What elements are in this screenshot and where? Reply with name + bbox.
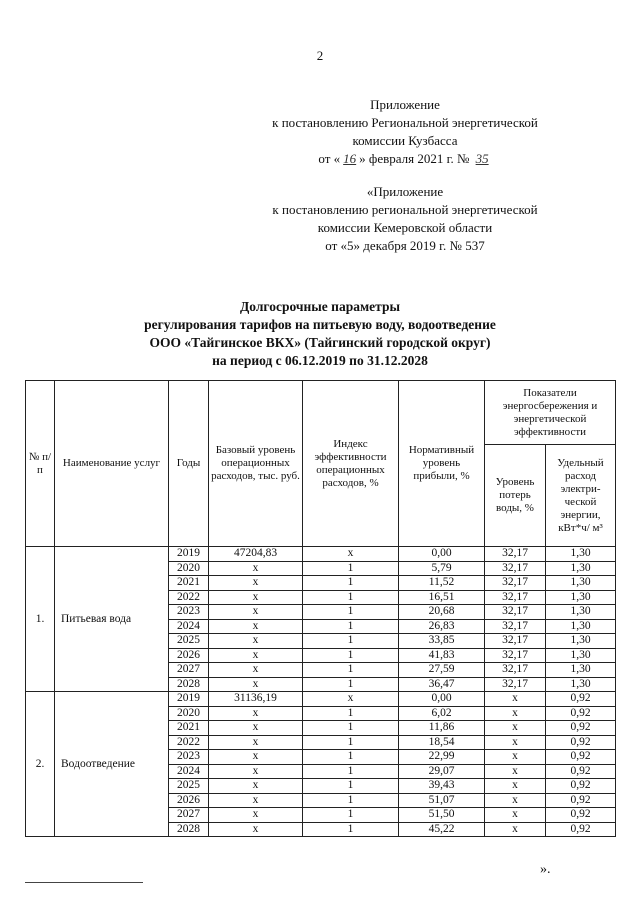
cell-base-level: x	[209, 634, 303, 649]
cell-base-level: x	[209, 764, 303, 779]
cell-water-loss: 32,17	[485, 605, 546, 620]
cell-energy-use: 1,30	[546, 663, 616, 678]
cell-efficiency-index: 1	[303, 590, 399, 605]
cell-year: 2025	[169, 634, 209, 649]
cell-energy-use: 1,30	[546, 605, 616, 620]
table-row	[26, 547, 616, 562]
cell-efficiency-index: 1	[303, 808, 399, 823]
cell-efficiency-index: x	[303, 547, 399, 562]
cell-base-level: x	[209, 721, 303, 736]
table-row	[26, 692, 616, 707]
cell-efficiency-index: 1	[303, 793, 399, 808]
cell-row-number: 1.	[26, 547, 55, 692]
cell-base-level: x	[209, 619, 303, 634]
handwritten-day: 16	[343, 151, 357, 166]
cell-profit-level: 29,07	[399, 764, 485, 779]
cell-energy-use: 1,30	[546, 547, 616, 562]
cell-energy-use: 0,92	[546, 692, 616, 707]
appendix-header-previous	[240, 183, 570, 255]
appendix-header-current	[240, 96, 570, 168]
table-body	[26, 547, 616, 837]
cell-water-loss: x	[485, 750, 546, 765]
header-service: Наименование услуг	[55, 381, 169, 547]
cell-energy-use: 1,30	[546, 634, 616, 649]
cell-water-loss: 32,17	[485, 561, 546, 576]
cell-energy-use: 0,92	[546, 808, 616, 823]
appendix-date-line	[240, 150, 570, 168]
cell-year: 2027	[169, 663, 209, 678]
cell-year: 2019	[169, 547, 209, 562]
header-base-level: Базовый уровень операционных расходов, тыс. руб.	[209, 381, 303, 547]
cell-energy-use: 0,92	[546, 822, 616, 837]
appendix-commission-line: комиссии Кузбасса	[352, 133, 458, 148]
cell-efficiency-index: 1	[303, 735, 399, 750]
appendix-label: «Приложение	[366, 184, 444, 199]
cell-profit-level: 51,50	[399, 808, 485, 823]
cell-base-level: x	[209, 590, 303, 605]
cell-base-level: x	[209, 576, 303, 591]
cell-energy-use: 1,30	[546, 648, 616, 663]
cell-efficiency-index: 1	[303, 706, 399, 721]
title-line: регулирования тарифов на питьевую воду, водоотведение	[144, 317, 496, 332]
cell-profit-level: 18,54	[399, 735, 485, 750]
cell-year: 2022	[169, 735, 209, 750]
cell-service-name: Водоотведение	[55, 692, 169, 837]
cell-water-loss: x	[485, 764, 546, 779]
appendix-resolution-line: к постановлению Региональной энергетической	[272, 115, 538, 130]
cell-year: 2024	[169, 764, 209, 779]
cell-energy-use: 0,92	[546, 735, 616, 750]
footer-divider	[25, 882, 143, 883]
cell-energy-use: 0,92	[546, 721, 616, 736]
cell-water-loss: x	[485, 793, 546, 808]
cell-energy-use: 0,92	[546, 706, 616, 721]
cell-year: 2026	[169, 793, 209, 808]
cell-profit-level: 33,85	[399, 634, 485, 649]
cell-energy-use: 1,30	[546, 677, 616, 692]
appendix-date-line: от «5» декабря 2019 г. № 537	[325, 238, 485, 253]
header-number: № п/п	[26, 381, 55, 547]
cell-profit-level: 39,43	[399, 779, 485, 794]
cell-energy-use: 1,30	[546, 590, 616, 605]
title-line: ООО «Тайгинское ВКХ» (Тайгинский городской округ)	[149, 335, 491, 350]
cell-profit-level: 20,68	[399, 605, 485, 620]
cell-profit-level: 45,22	[399, 822, 485, 837]
cell-efficiency-index: 1	[303, 764, 399, 779]
cell-efficiency-index: 1	[303, 605, 399, 620]
cell-base-level: x	[209, 779, 303, 794]
cell-year: 2028	[169, 677, 209, 692]
cell-year: 2026	[169, 648, 209, 663]
cell-profit-level: 36,47	[399, 677, 485, 692]
cell-profit-level: 11,52	[399, 576, 485, 591]
cell-year: 2025	[169, 779, 209, 794]
cell-water-loss: x	[485, 808, 546, 823]
cell-base-level: x	[209, 808, 303, 823]
date-prefix: от «	[318, 151, 341, 166]
header-energy-use: Удельный расход электри-ческой энергии, кВт*ч/ м³	[546, 445, 616, 547]
cell-base-level: 31136,19	[209, 692, 303, 707]
cell-profit-level: 0,00	[399, 547, 485, 562]
cell-efficiency-index: x	[303, 692, 399, 707]
cell-energy-use: 1,30	[546, 561, 616, 576]
cell-water-loss: x	[485, 692, 546, 707]
cell-efficiency-index: 1	[303, 648, 399, 663]
cell-water-loss: x	[485, 706, 546, 721]
cell-water-loss: x	[485, 822, 546, 837]
cell-profit-level: 41,83	[399, 648, 485, 663]
cell-water-loss: x	[485, 721, 546, 736]
cell-base-level: 47204,83	[209, 547, 303, 562]
cell-base-level: x	[209, 822, 303, 837]
cell-water-loss: x	[485, 735, 546, 750]
cell-water-loss: 32,17	[485, 619, 546, 634]
closing-quote-mark: ».	[540, 862, 551, 877]
appendix-resolution-line: к постановлению региональной энергетической	[272, 202, 538, 217]
cell-base-level: x	[209, 677, 303, 692]
cell-efficiency-index: 1	[303, 561, 399, 576]
cell-base-level: x	[209, 735, 303, 750]
cell-profit-level: 16,51	[399, 590, 485, 605]
document-title	[0, 298, 640, 370]
cell-year: 2023	[169, 750, 209, 765]
cell-water-loss: 32,17	[485, 663, 546, 678]
cell-water-loss: x	[485, 779, 546, 794]
cell-efficiency-index: 1	[303, 721, 399, 736]
cell-year: 2020	[169, 561, 209, 576]
cell-year: 2028	[169, 822, 209, 837]
cell-energy-use: 1,30	[546, 576, 616, 591]
cell-efficiency-index: 1	[303, 677, 399, 692]
title-line: Долгосрочные параметры	[240, 299, 400, 314]
cell-energy-use: 0,92	[546, 750, 616, 765]
header-energy-group: Показатели энергосбережения и энергетической эффективности	[485, 381, 616, 445]
cell-efficiency-index: 1	[303, 634, 399, 649]
cell-base-level: x	[209, 561, 303, 576]
cell-base-level: x	[209, 706, 303, 721]
header-water-loss: Уровень потерь воды, %	[485, 445, 546, 547]
cell-energy-use: 0,92	[546, 764, 616, 779]
tariff-parameters-table	[25, 380, 616, 837]
cell-year: 2023	[169, 605, 209, 620]
appendix-commission-line: комиссии Кемеровской области	[317, 220, 493, 235]
cell-profit-level: 51,07	[399, 793, 485, 808]
cell-water-loss: 32,17	[485, 634, 546, 649]
header-efficiency-index: Индекс эффективности операционных расходов, %	[303, 381, 399, 547]
cell-profit-level: 5,79	[399, 561, 485, 576]
cell-efficiency-index: 1	[303, 619, 399, 634]
cell-profit-level: 11,86	[399, 721, 485, 736]
cell-base-level: x	[209, 750, 303, 765]
header-profit-level: Нормативный уровень прибыли, %	[399, 381, 485, 547]
page-number: 2	[316, 48, 324, 63]
cell-base-level: x	[209, 605, 303, 620]
cell-water-loss: 32,17	[485, 648, 546, 663]
header-years: Годы	[169, 381, 209, 547]
cell-year: 2021	[169, 721, 209, 736]
cell-water-loss: 32,17	[485, 547, 546, 562]
cell-base-level: x	[209, 648, 303, 663]
cell-profit-level: 27,59	[399, 663, 485, 678]
cell-base-level: x	[209, 793, 303, 808]
cell-efficiency-index: 1	[303, 750, 399, 765]
cell-year: 2021	[169, 576, 209, 591]
title-line: на период с 06.12.2019 по 31.12.2028	[212, 353, 428, 368]
cell-water-loss: 32,17	[485, 677, 546, 692]
cell-energy-use: 1,30	[546, 619, 616, 634]
cell-efficiency-index: 1	[303, 779, 399, 794]
cell-efficiency-index: 1	[303, 663, 399, 678]
cell-year: 2027	[169, 808, 209, 823]
cell-energy-use: 0,92	[546, 793, 616, 808]
cell-year: 2020	[169, 706, 209, 721]
cell-year: 2024	[169, 619, 209, 634]
cell-profit-level: 6,02	[399, 706, 485, 721]
cell-base-level: x	[209, 663, 303, 678]
cell-year: 2019	[169, 692, 209, 707]
cell-water-loss: 32,17	[485, 590, 546, 605]
cell-energy-use: 0,92	[546, 779, 616, 794]
cell-year: 2022	[169, 590, 209, 605]
handwritten-number: 35	[475, 151, 489, 166]
cell-efficiency-index: 1	[303, 822, 399, 837]
appendix-label: Приложение	[370, 97, 440, 112]
cell-row-number: 2.	[26, 692, 55, 837]
cell-efficiency-index: 1	[303, 576, 399, 591]
date-middle: » февраля 2021 г. №	[359, 151, 470, 166]
cell-water-loss: 32,17	[485, 576, 546, 591]
cell-profit-level: 22,99	[399, 750, 485, 765]
cell-profit-level: 0,00	[399, 692, 485, 707]
cell-service-name: Питьевая вода	[55, 547, 169, 692]
cell-profit-level: 26,83	[399, 619, 485, 634]
